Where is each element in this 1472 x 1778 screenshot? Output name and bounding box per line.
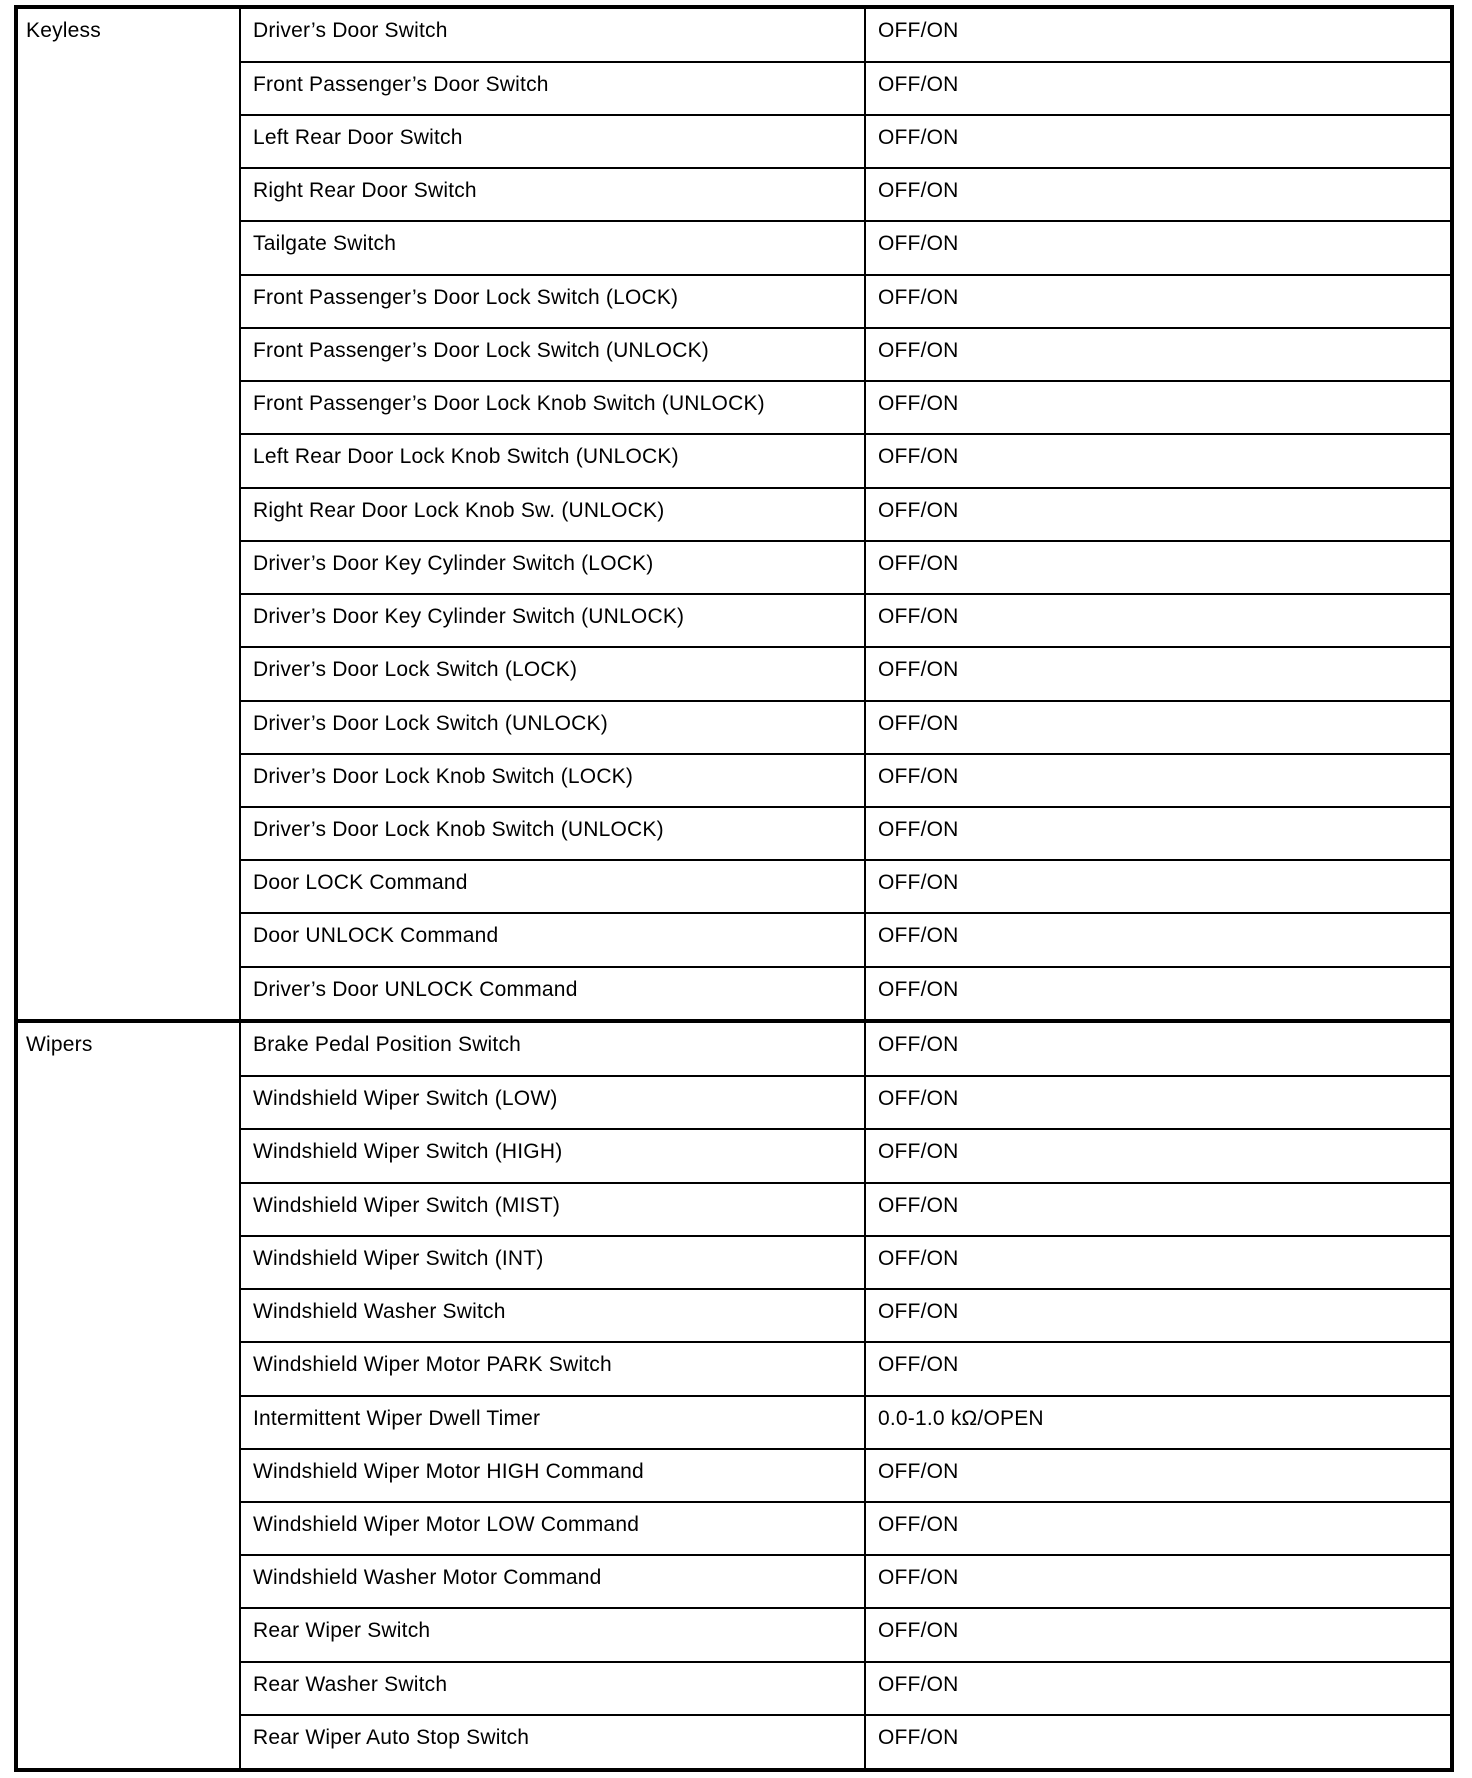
signal-table-body — [16, 7, 1452, 1770]
item-cell: Tailgate Switch — [240, 221, 865, 274]
value-cell: OFF/ON — [865, 913, 1452, 966]
value-cell: OFF/ON — [865, 275, 1452, 328]
value-cell: OFF/ON — [865, 1129, 1452, 1182]
item-cell: Front Passenger’s Door Lock Switch (UNLOCK) — [240, 328, 865, 381]
value-cell: OFF/ON — [865, 860, 1452, 913]
item-cell: Rear Wiper Switch — [240, 1608, 865, 1661]
item-cell: Front Passenger’s Door Lock Knob Switch (UNLOCK) — [240, 381, 865, 434]
item-cell: Driver’s Door Key Cylinder Switch (UNLOCK) — [240, 594, 865, 647]
item-cell: Driver’s Door Switch — [240, 7, 865, 62]
item-cell: Windshield Washer Motor Command — [240, 1555, 865, 1608]
item-cell: Front Passenger’s Door Lock Switch (LOCK) — [240, 275, 865, 328]
value-cell: OFF/ON — [865, 221, 1452, 274]
item-cell: Windshield Wiper Switch (LOW) — [240, 1076, 865, 1129]
item-cell: Rear Washer Switch — [240, 1662, 865, 1715]
item-cell: Front Passenger’s Door Switch — [240, 62, 865, 115]
value-cell: OFF/ON — [865, 1715, 1452, 1770]
item-cell: Driver’s Door Lock Switch (LOCK) — [240, 647, 865, 700]
item-cell: Driver’s Door UNLOCK Command — [240, 967, 865, 1022]
item-cell: Windshield Washer Switch — [240, 1289, 865, 1342]
value-cell: OFF/ON — [865, 434, 1452, 487]
value-cell: OFF/ON — [865, 647, 1452, 700]
item-cell: Windshield Wiper Switch (HIGH) — [240, 1129, 865, 1182]
item-cell: Windshield Wiper Motor HIGH Command — [240, 1449, 865, 1502]
item-cell: Right Rear Door Lock Knob Sw. (UNLOCK) — [240, 488, 865, 541]
value-cell: OFF/ON — [865, 1662, 1452, 1715]
value-cell: OFF/ON — [865, 1608, 1452, 1661]
item-cell: Left Rear Door Lock Knob Switch (UNLOCK) — [240, 434, 865, 487]
value-cell: OFF/ON — [865, 754, 1452, 807]
category-cell: Keyless — [16, 7, 240, 1021]
value-cell: OFF/ON — [865, 1021, 1452, 1076]
item-cell: Driver’s Door Lock Knob Switch (UNLOCK) — [240, 807, 865, 860]
item-cell: Door LOCK Command — [240, 860, 865, 913]
value-cell: OFF/ON — [865, 115, 1452, 168]
item-cell: Brake Pedal Position Switch — [240, 1021, 865, 1076]
item-cell: Left Rear Door Switch — [240, 115, 865, 168]
item-cell: Right Rear Door Switch — [240, 168, 865, 221]
value-cell: OFF/ON — [865, 1342, 1452, 1395]
value-cell: OFF/ON — [865, 168, 1452, 221]
item-cell: Door UNLOCK Command — [240, 913, 865, 966]
category-cell: Wipers — [16, 1021, 240, 1770]
value-cell: OFF/ON — [865, 1449, 1452, 1502]
item-cell: Driver’s Door Key Cylinder Switch (LOCK) — [240, 541, 865, 594]
value-cell: OFF/ON — [865, 381, 1452, 434]
value-cell: OFF/ON — [865, 1183, 1452, 1236]
table-row — [16, 7, 1452, 62]
item-cell: Rear Wiper Auto Stop Switch — [240, 1715, 865, 1770]
value-cell: OFF/ON — [865, 807, 1452, 860]
item-cell: Driver’s Door Lock Switch (UNLOCK) — [240, 701, 865, 754]
value-cell: OFF/ON — [865, 594, 1452, 647]
value-cell: OFF/ON — [865, 1555, 1452, 1608]
item-cell: Driver’s Door Lock Knob Switch (LOCK) — [240, 754, 865, 807]
item-cell: Windshield Wiper Switch (MIST) — [240, 1183, 865, 1236]
value-cell: OFF/ON — [865, 701, 1452, 754]
value-cell: OFF/ON — [865, 1502, 1452, 1555]
value-cell: OFF/ON — [865, 62, 1452, 115]
signal-monitor-table — [14, 5, 1454, 1772]
value-cell: OFF/ON — [865, 328, 1452, 381]
item-cell: Intermittent Wiper Dwell Timer — [240, 1396, 865, 1449]
value-cell: OFF/ON — [865, 1289, 1452, 1342]
item-cell: Windshield Wiper Motor PARK Switch — [240, 1342, 865, 1395]
value-cell: OFF/ON — [865, 967, 1452, 1022]
value-cell: OFF/ON — [865, 1076, 1452, 1129]
item-cell: Windshield Wiper Motor LOW Command — [240, 1502, 865, 1555]
value-cell: OFF/ON — [865, 488, 1452, 541]
value-cell: 0.0-1.0 kΩ/OPEN — [865, 1396, 1452, 1449]
item-cell: Windshield Wiper Switch (INT) — [240, 1236, 865, 1289]
value-cell: OFF/ON — [865, 1236, 1452, 1289]
value-cell: OFF/ON — [865, 541, 1452, 594]
value-cell: OFF/ON — [865, 7, 1452, 62]
table-row — [16, 1021, 1452, 1076]
